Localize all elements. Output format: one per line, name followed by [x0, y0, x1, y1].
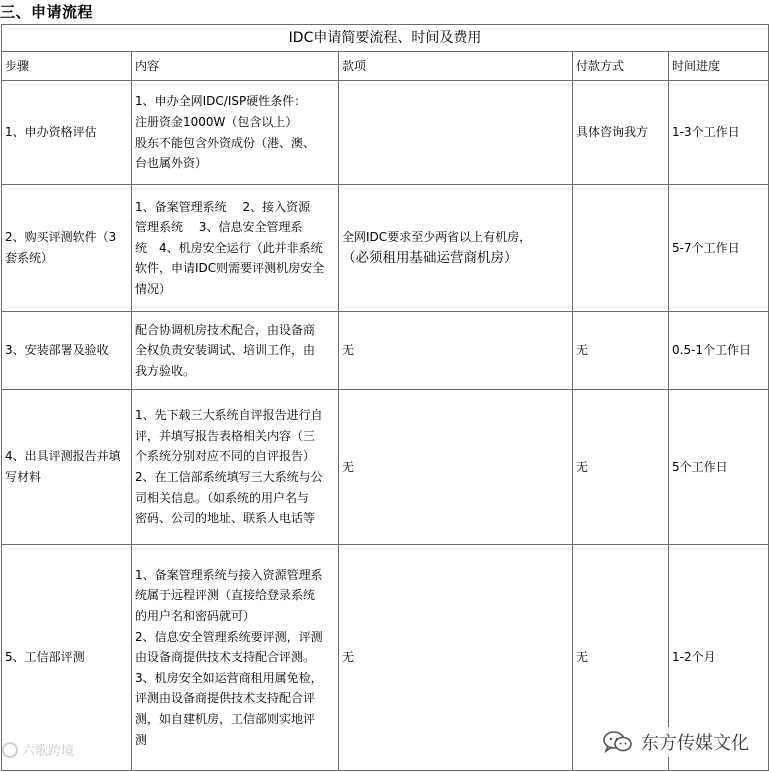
content-line: 3、机房安全如运营商租用属免检， [135, 670, 323, 685]
column-header-content: 内容 [132, 52, 339, 81]
content-line: 评，并填写报告表格相关内容（三 [135, 428, 316, 443]
column-header-payment: 付款方式 [573, 52, 669, 81]
content-line: 2、信息安全管理系统要评测，评测 [135, 629, 323, 644]
content-line: 我方验收。 [135, 363, 196, 378]
content-line: 配合协调机房技术配合，由设备商 [135, 322, 316, 337]
content-cell [132, 545, 339, 771]
column-header-step: 步骤 [2, 52, 132, 81]
step-cell: 2、购买评测软件（3套系统） [2, 185, 132, 312]
content-line: 的用户名和密码就可） [135, 609, 256, 624]
step-cell: 1、申办资格评估 [2, 81, 132, 185]
content-line: 测，如自建机房，工信部则实地评 [135, 711, 316, 726]
step-cell: 3、安装部署及验收 [2, 312, 132, 390]
watermark-right [597, 727, 755, 757]
watermark-left-text: 六歌跨境 [22, 744, 75, 759]
column-header-fee: 款项 [339, 52, 573, 81]
content-line: 密码、公司的地址、联系人电话等 [135, 511, 316, 526]
content-line: 2、在工信部系统填写三大系统与公 [135, 470, 323, 484]
fee-cell [339, 185, 573, 312]
idc-application-table [1, 24, 769, 771]
content-line: 管理系统 3、信息安全管理系 [135, 220, 303, 235]
fee-note: （必须租用基础运营商机房） [342, 250, 518, 267]
payment-cell [573, 185, 669, 312]
fee-line: 全网IDC要求至少两省以上有机房， [342, 229, 532, 244]
section-title: 三、申请流程 [0, 3, 94, 21]
time-cell: 1-3个工作日 [669, 81, 769, 185]
time-cell: 5-7个工作日 [669, 185, 769, 312]
content-line: 评测由设备商提供技术支持配合评 [135, 691, 316, 706]
content-line: 测 [135, 732, 148, 747]
time-cell: 1-2个月 [669, 545, 769, 771]
content-line: 台也属外资） [135, 156, 208, 171]
content-line: 软件，申请IDC则需要评测机房安全 [135, 261, 325, 276]
watermark-right-text: 东方传媒文化 [641, 733, 749, 754]
content-line: 1、申办全网IDC/ISP硬性条件： [135, 94, 307, 109]
content-line: 注册资金1000W（包含以上） [135, 114, 298, 129]
column-header-time: 时间进度 [669, 52, 769, 81]
content-line: 全权负责安装调试、培训工作，由 [135, 343, 316, 358]
content-line: 统 4、机房安全运行（此并非系统 [135, 240, 323, 255]
payment-cell: 具体咨询我方 [573, 81, 669, 185]
table-row [2, 390, 769, 545]
payment-cell: 无 [573, 545, 669, 771]
content-line: 司相关信息。（如系统的用户名与 [135, 490, 310, 505]
content-line: 统属于远程评测（直接给登录系统 [135, 588, 316, 603]
content-line: 1、备案管理系统 2、接入资源 [135, 199, 311, 214]
watermark-logo-icon [2, 742, 18, 758]
table-row [2, 185, 769, 312]
wechat-icon [603, 730, 633, 754]
content-line: 股东不能包含外资成份（港、澳、 [135, 135, 316, 150]
content-line: 1、先下载三大系统自评报告进行自 [135, 408, 323, 423]
time-cell: 0.5-1个工作日 [669, 312, 769, 390]
table-caption: IDC申请简要流程、时间及费用 [2, 25, 769, 52]
content-cell [132, 312, 339, 390]
fee-cell [339, 81, 573, 185]
fee-cell: 无 [339, 545, 573, 771]
content-line: 由设备商提供技术支持配合评测。 [135, 650, 316, 665]
time-cell: 5个工作日 [669, 390, 769, 545]
payment-cell: 无 [573, 390, 669, 545]
content-cell [132, 81, 339, 185]
fee-cell: 无 [339, 390, 573, 545]
content-line: 1、备案管理系统与接入资源管理系 [135, 567, 323, 582]
table-row [2, 312, 769, 390]
step-cell: 4、出具评测报告并填写材料 [2, 390, 132, 545]
table-row [2, 81, 769, 185]
content-cell [132, 185, 339, 312]
content-cell [132, 390, 339, 545]
content-line: 情况） [135, 281, 172, 296]
payment-cell: 无 [573, 312, 669, 390]
table-header-row [2, 52, 769, 81]
step-cell: 5、工信部评测 [2, 545, 132, 771]
content-line: 个系统分别对应不同的自评报告） [135, 449, 316, 464]
fee-cell: 无 [339, 312, 573, 390]
watermark-left [2, 740, 74, 759]
